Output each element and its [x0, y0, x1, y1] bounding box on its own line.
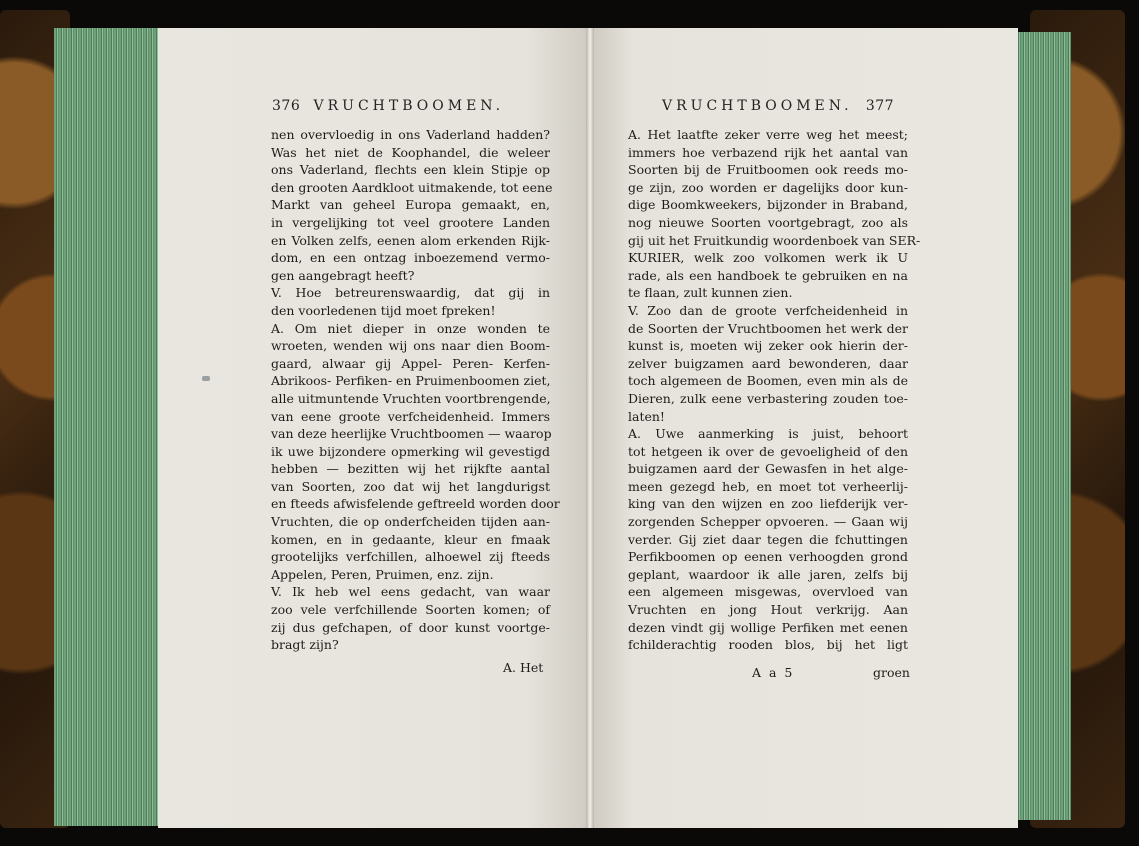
text-line: Was het niet de Koophandel, die weleer [271, 144, 550, 160]
text-line: te flaan, zult kunnen zien. [628, 285, 793, 301]
text-line: Dieren, zulk eene verbastering zouden toe- [628, 390, 908, 406]
text-line: den voorledenen tijd moet fpreken! [271, 302, 496, 318]
text-line: geplant, waardoor ik alle jaren, zelfs bij [628, 566, 908, 582]
text-line: den grooten Aardkloot uitmakende, tot eene [271, 179, 553, 195]
text-line: laten! [628, 408, 665, 424]
right-running-title: VRUCHTBOOMEN. [662, 98, 853, 114]
text-line: meen gezegd heb, en moet tot verheerlij- [628, 478, 908, 494]
text-line: wroeten, wenden wij ons naar dien Boom- [271, 338, 550, 354]
text-line: een algemeen misgewas, overvloed van [628, 584, 908, 600]
text-line: verder. Gij ziet daar tegen die fchuttingen [628, 531, 908, 547]
text-line: Vruchten en jong Hout verkrijg. Aan [628, 602, 908, 618]
text-line: zij dus gefchapen, of door kunst voortge- [271, 619, 550, 635]
text-line: A. Uwe aanmerking is juist, behoort [628, 426, 908, 442]
right-signature: A a 5 [752, 665, 795, 680]
book-gutter [586, 28, 594, 828]
left-catchword: A. Het [503, 660, 544, 675]
right-page-number: 377 [865, 98, 895, 114]
text-line: in vergelijking tot veel grootere Landen [271, 214, 550, 230]
text-line: zoo vele verfchillende Soorten komen; of [271, 602, 550, 618]
text-line: toch algemeen de Boomen, even min als de [628, 373, 908, 389]
page-edges-left [54, 28, 166, 826]
text-line: hebben — bezitten wij het rijkfte aantal [271, 461, 550, 477]
text-line: A. Het laatfte zeker verre weg het meest; [628, 127, 908, 142]
margin-mark [202, 376, 210, 381]
text-line: V. Zoo dan de groote verfcheidenheid in [628, 302, 908, 318]
text-line: buigzamen aard der Gewasfen in het alge- [628, 461, 908, 477]
text-line: nen overvloedig in ons Vaderland hadden? [271, 127, 550, 142]
text-line: Abrikoos- Perfiken- en Pruimenboomen ziet, [271, 373, 551, 389]
text-line: Perfikboomen op eenen verhoogden grond [628, 549, 908, 565]
text-line: van eene groote verfcheidenheid. Immers [271, 408, 550, 424]
text-line: en fteeds afwisfelende geftreeld worden door [271, 496, 560, 512]
text-line: ge zijn, zoo worden er dagelijks door kun- [628, 179, 908, 195]
text-line: nog nieuwe Soorten voortgebragt, zoo als [628, 214, 908, 230]
text-line: dezen vindt gij wollige Perfiken met eenen [628, 619, 908, 635]
page-edges-right [1016, 32, 1071, 820]
text-line: Appelen, Peren, Pruimen, enz. zijn. [271, 566, 494, 582]
text-line: van Soorten, zoo dat wij het langdurigst [271, 478, 550, 494]
left-running-head [272, 96, 504, 114]
text-line: fchilderachtig rooden blos, bij het ligt [628, 637, 908, 653]
text-line: V. Ik heb wel eens gedacht, van waar [271, 584, 550, 600]
text-line: KURIER, welk zoo volkomen werk ik U [628, 250, 908, 266]
right-catchword: groen [873, 665, 910, 680]
text-line: grootelijks verfchillen, alhoewel zij fteeds [271, 549, 550, 565]
right-running-head [662, 96, 894, 114]
right-page-text [628, 126, 921, 654]
text-line: V. Hoe betreurenswaardig, dat gij in [271, 285, 550, 301]
left-running-title: VRUCHTBOOMEN. [313, 98, 505, 114]
left-page-text [271, 126, 560, 654]
text-line: king van den wijzen en zoo liefderijk ver- [628, 496, 908, 512]
text-line: dom, en een ontzag inboezemend vermo- [271, 250, 550, 266]
text-line: van deze heerlijke Vruchtboomen — waarop [271, 426, 552, 442]
text-line: gen aangebragt heeft? [271, 267, 415, 283]
text-line: gij uit het Fruitkundig woordenboek van SER- [628, 232, 921, 248]
text-line: en Volken zelfs, eenen alom erkenden Rijk- [271, 232, 550, 248]
left-page-number: 376 [272, 98, 301, 114]
text-line: gaard, alwaar gij Appel- Peren- Kerfen- [271, 355, 550, 371]
text-line: ons Vaderland, flechts een klein Stipje op [271, 162, 550, 178]
text-line: kunst is, moeten wij zeker ook hierin der- [628, 338, 908, 354]
text-line: A. Om niet dieper in onze wonden te [271, 320, 550, 336]
text-line: Vruchten, die op onderfcheiden tijden aan- [271, 514, 550, 530]
text-line: rade, als een handboek te gebruiken en na [628, 267, 908, 283]
text-line: tot hetgeen ik over de gevoeligheid of den [628, 443, 908, 459]
text-line: zelver buigzamen aard bewonderen, daar [628, 355, 908, 371]
text-line: komen, en in gedaante, kleur en fmaak [271, 531, 550, 547]
text-line: zorgenden Schepper opvoeren. — Gaan wij [628, 514, 908, 530]
text-line: de Soorten der Vruchtboomen het werk der [628, 320, 908, 336]
text-line: ik uwe bijzondere opmerking wil gevestigd [271, 443, 550, 459]
text-line: immers hoe verbazend rijk het aantal van [628, 144, 908, 160]
text-line: Soorten bij de Fruitboomen ook reeds mo- [628, 162, 908, 178]
text-line: Markt van geheel Europa gemaakt, en, [271, 197, 550, 213]
text-line: bragt zijn? [271, 637, 339, 653]
text-line: dige Boomkweekers, bijzonder in Braband, [628, 197, 908, 213]
text-line: alle uitmuntende Vruchten voortbrengende, [271, 390, 551, 406]
